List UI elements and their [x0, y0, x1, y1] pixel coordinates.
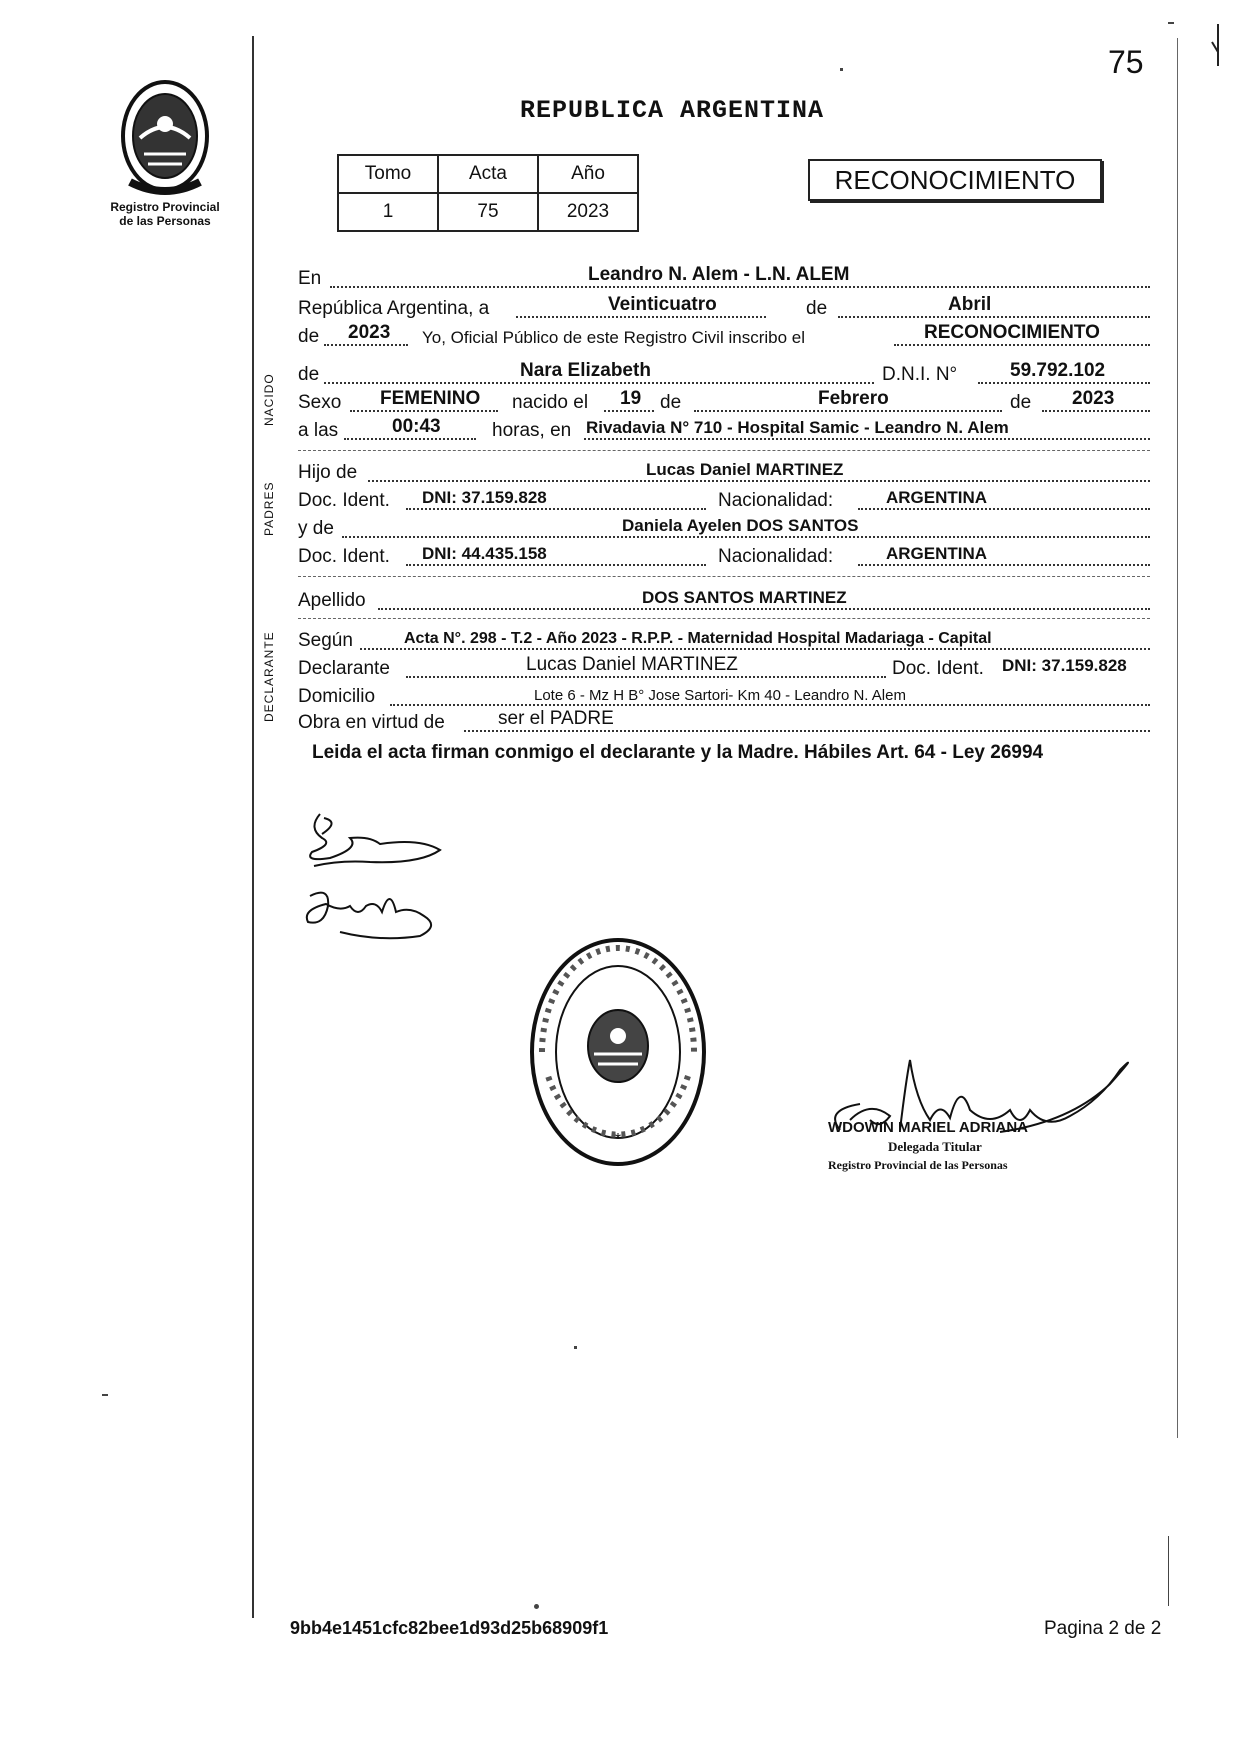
- official-signature-block: [828, 1118, 1028, 1175]
- value-domicilio: Lote 6 - Mz H B° Jose Sartori- Km 40 - Leandro N. Alem: [534, 687, 906, 704]
- svg-text:*: *: [614, 1131, 622, 1148]
- label-de-mes: de: [660, 392, 682, 413]
- document-title: REPUBLICA ARGENTINA: [520, 96, 825, 125]
- official-role: Delegada Titular: [888, 1139, 982, 1154]
- dotted-line: [330, 286, 1150, 288]
- field-row-apellido: [298, 586, 1150, 614]
- value-lugar: Rivadavia N° 710 - Hospital Samic - Leandro N. Alem: [586, 418, 1009, 437]
- label-doc-ident: Doc. Ident.: [298, 490, 390, 511]
- official-office: Registro Provincial de las Personas: [828, 1158, 1008, 1172]
- logo-caption-line2: de las Personas: [119, 214, 211, 228]
- section-divider: [298, 618, 1150, 619]
- dotted-line: [516, 316, 766, 318]
- dotted-line: [342, 536, 1150, 538]
- field-row-en: [298, 264, 1150, 292]
- label-segun: Según: [298, 630, 353, 651]
- dotted-line: [1042, 410, 1150, 412]
- value-padre-doc: DNI: 37.159.828: [422, 488, 547, 507]
- dotted-line: [894, 344, 1150, 346]
- edge-mark: [1208, 22, 1222, 68]
- corner-tick: [1168, 22, 1174, 24]
- dotted-line: [324, 344, 408, 346]
- label-declarante: Declarante: [298, 658, 390, 679]
- section-divider: [298, 576, 1150, 577]
- official-seal: [528, 936, 708, 1168]
- label-a-las: a las: [298, 420, 339, 441]
- section-divider: [298, 450, 1150, 451]
- field-row-nombre: [298, 360, 1150, 388]
- value-padre-nac: ARGENTINA: [886, 488, 988, 507]
- value-sexo: FEMENINO: [380, 388, 481, 409]
- side-label-nacido: NACIDO: [262, 373, 276, 426]
- dotted-line: [858, 564, 1150, 566]
- right-margin-line: [1177, 38, 1178, 1438]
- value-padre: Lucas Daniel MARTINEZ: [646, 460, 844, 479]
- header-anio: Año: [538, 155, 638, 193]
- dotted-line: [378, 608, 1150, 610]
- label-apellido: Apellido: [298, 590, 366, 611]
- value-obra: ser el PADRE: [498, 708, 614, 729]
- value-nombre: Nara Elizabeth: [520, 360, 651, 381]
- table-header-row: [338, 155, 638, 193]
- label-de-anio: de: [298, 326, 320, 347]
- value-madre: Daniela Ayelen DOS SANTOS: [622, 516, 859, 535]
- value-dia: Veinticuatro: [608, 294, 717, 315]
- dotted-line: [584, 438, 1150, 440]
- value-acta: 75: [438, 193, 538, 231]
- side-label-declarante: DECLARANTE: [262, 631, 276, 722]
- value-madre-nac: ARGENTINA: [886, 544, 988, 563]
- dotted-line: [344, 438, 476, 440]
- left-margin-line: [252, 36, 254, 1618]
- side-label-padres: PADRES: [262, 481, 276, 536]
- label-domicilio: Domicilio: [298, 686, 376, 707]
- label-inscribo: Yo, Oficial Público de este Registro Civil inscribo el: [422, 328, 805, 347]
- header-tomo: Tomo: [338, 155, 438, 193]
- label-republica: República Argentina, a: [298, 298, 490, 319]
- dotted-line: [858, 508, 1150, 510]
- dotted-line: [360, 648, 1150, 650]
- header-acta: Acta: [438, 155, 538, 193]
- dotted-line: [324, 382, 874, 384]
- page-number: 75: [1108, 44, 1144, 80]
- field-row-declarante: [298, 654, 1150, 682]
- scan-speck: [574, 1346, 577, 1349]
- value-segun: Acta N°. 298 - T.2 - Año 2023 - R.P.P. - Maternidad Hospital Madariaga - Capital: [404, 630, 992, 647]
- table-row: [338, 193, 638, 231]
- label-nacido: nacido el: [512, 392, 589, 413]
- dotted-line: [464, 730, 1150, 732]
- logo-caption: [80, 200, 250, 228]
- label-de-anio2: de: [1010, 392, 1032, 413]
- label-nacionalidad: Nacionalidad:: [718, 490, 834, 511]
- page-indicator: Pagina 2 de 2: [1044, 1618, 1162, 1639]
- logo-caption-line1: Registro Provincial: [110, 200, 220, 214]
- value-hora: 00:43: [392, 416, 441, 437]
- value-anio: 2023: [538, 193, 638, 231]
- label-de-nombre: de: [298, 364, 320, 385]
- value-dni: 59.792.102: [1010, 360, 1106, 381]
- dotted-line: [350, 410, 498, 412]
- value-anio: 2023: [348, 322, 391, 343]
- label-obra: Obra en virtud de: [298, 712, 445, 733]
- scan-speck: [102, 1394, 108, 1396]
- value-mes: Abril: [948, 294, 992, 315]
- value-declarante: Lucas Daniel MARTINEZ: [526, 654, 738, 675]
- label-dni: D.N.I. N°: [882, 364, 958, 385]
- field-row-obra: [298, 708, 1150, 736]
- scan-speck: [534, 1604, 539, 1609]
- value-en: Leandro N. Alem - L.N. ALEM: [588, 264, 850, 285]
- acta-type-box: RECONOCIMIENTO: [808, 159, 1102, 201]
- dotted-line: [978, 382, 1150, 384]
- value-declarante-doc: DNI: 37.159.828: [1002, 656, 1127, 675]
- value-tomo: 1: [338, 193, 438, 231]
- dotted-line: [604, 410, 654, 412]
- value-inscribo: RECONOCIMIENTO: [924, 322, 1100, 343]
- field-row-padre: [298, 458, 1150, 486]
- field-row-domicilio: [298, 682, 1150, 710]
- label-sexo: Sexo: [298, 392, 342, 413]
- field-row-padre-doc: [298, 486, 1150, 514]
- label-doc-ident: Doc. Ident.: [298, 546, 390, 567]
- acta-register-table: [337, 154, 639, 232]
- value-nac-anio: 2023: [1072, 388, 1115, 409]
- madre-signature: [300, 876, 450, 946]
- field-row-madre-doc: [298, 542, 1150, 570]
- field-row-inscribo: [298, 322, 1150, 350]
- document-hash: 9bb4e1451cfc82bee1d93d25b68909f1: [290, 1618, 609, 1638]
- scan-speck: [1168, 1536, 1169, 1606]
- field-row-fecha: [298, 294, 1150, 322]
- dotted-line: [390, 704, 1150, 706]
- closing-statement: Leida el acta firman conmigo el declarante y la Madre. Hábiles Art. 64 - Ley 26994: [312, 742, 1044, 763]
- label-hijo-de: Hijo de: [298, 462, 358, 483]
- value-apellido: DOS SANTOS MARTINEZ: [642, 588, 847, 607]
- label-doc-ident: Doc. Ident.: [892, 658, 984, 679]
- label-y-de: y de: [298, 518, 334, 539]
- province-emblem-logo: [100, 76, 230, 196]
- value-nac-mes: Febrero: [818, 388, 889, 409]
- label-nacionalidad: Nacionalidad:: [718, 546, 834, 567]
- dotted-line: [368, 480, 1150, 482]
- dotted-line: [406, 564, 706, 566]
- official-name: WDOWIN MARIEL ADRIANA: [828, 1119, 1028, 1136]
- declarante-signature: [300, 808, 450, 878]
- value-madre-doc: DNI: 44.435.158: [422, 544, 547, 563]
- field-row-sexo: [298, 388, 1150, 416]
- dotted-line: [406, 676, 886, 678]
- field-row-segun: [298, 626, 1150, 654]
- dotted-line: [838, 316, 1150, 318]
- dotted-line: [694, 410, 1002, 412]
- label-de: de: [806, 298, 828, 319]
- field-row-hora: [298, 416, 1150, 444]
- scan-speck: [840, 68, 843, 71]
- dotted-line: [406, 508, 706, 510]
- value-nac-dia: 19: [620, 388, 642, 409]
- label-horas-en: horas, en: [492, 420, 572, 441]
- field-row-madre: [298, 514, 1150, 542]
- label-en: En: [298, 268, 322, 289]
